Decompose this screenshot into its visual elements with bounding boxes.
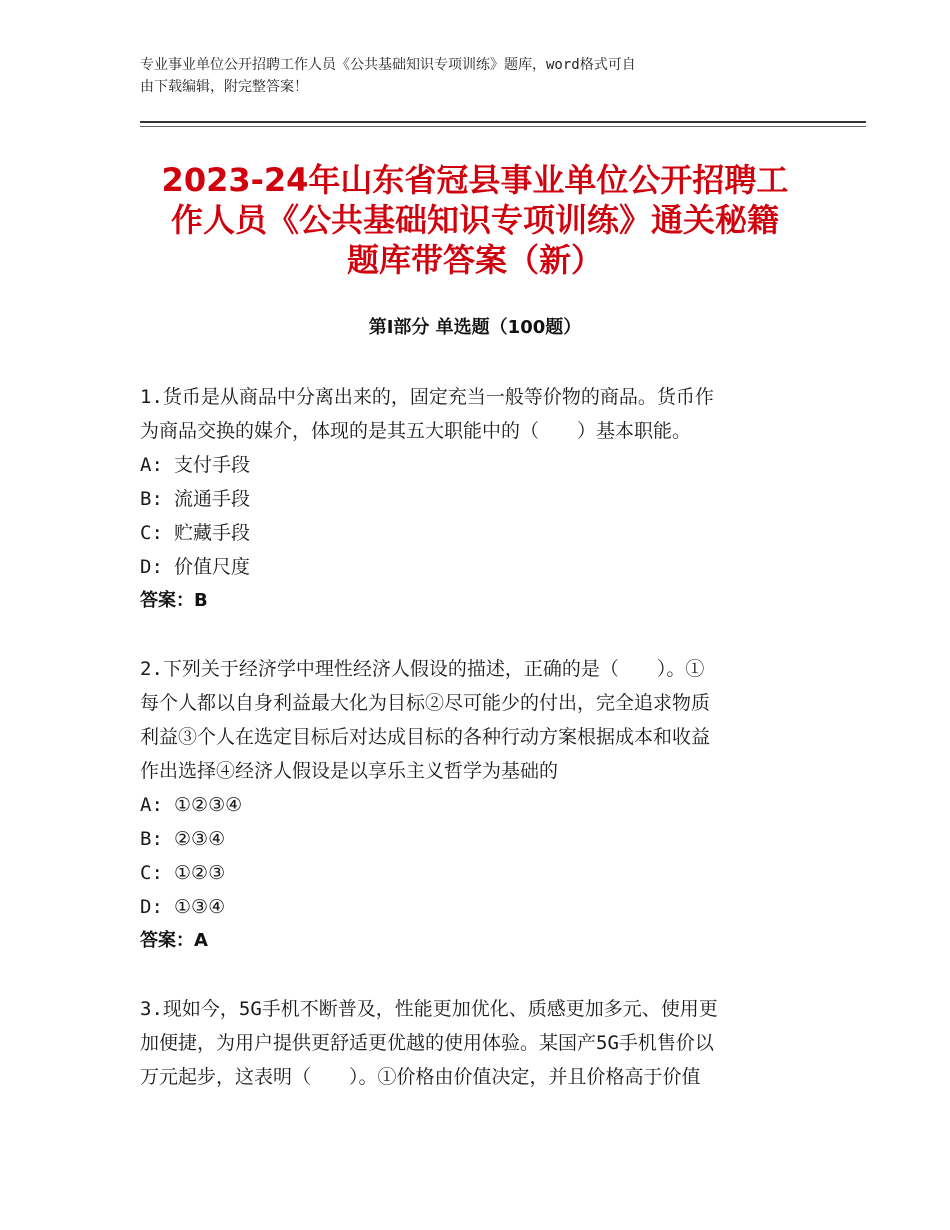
document-title-line: 题库带答案（新） <box>346 241 603 279</box>
header-note-line: 由下载编辑，附完整答案！ <box>140 79 308 95</box>
option-b <box>140 822 805 856</box>
option-c <box>140 856 805 890</box>
answer-line: 答案：A <box>140 930 208 951</box>
option-text: ①②③ <box>174 862 226 884</box>
option-text: ①②③④ <box>174 794 243 816</box>
option-a <box>140 788 805 822</box>
option-text: ②③④ <box>174 828 226 850</box>
option-d <box>140 550 805 584</box>
option-letter: B: <box>140 828 163 850</box>
document-title-line: 作人员《公共基础知识专项训练》通关秘籍 <box>170 201 779 239</box>
answer-line: 答案：B <box>140 590 208 611</box>
question-list <box>140 380 805 1128</box>
option-text: 流通手段 <box>174 488 251 510</box>
option-a <box>140 448 805 482</box>
option-letter: A: <box>140 794 163 816</box>
option-letter: A: <box>140 454 163 476</box>
header-divider-thick <box>140 121 866 123</box>
question-stem <box>140 652 805 788</box>
option-letter: C: <box>140 522 163 544</box>
option-letter: D: <box>140 556 163 578</box>
document-title <box>140 160 810 280</box>
option-text: 贮藏手段 <box>174 522 251 544</box>
stem-line: 2.下列关于经济学中理性经济人假设的描述，正确的是（ ）。① <box>140 658 705 680</box>
option-c <box>140 516 805 550</box>
option-b <box>140 482 805 516</box>
stem-line: 3.现如今，5G手机不断普及，性能更加优化、质感更加多元、使用更 <box>140 998 718 1020</box>
option-d <box>140 890 805 924</box>
question-1 <box>140 380 805 618</box>
stem-line: 利益③个人在选定目标后对达成目标的各种行动方案根据成本和收益 <box>140 726 711 748</box>
stem-line: 为商品交换的媒介，体现的是其五大职能中的（ ）基本职能。 <box>140 420 692 442</box>
stem-line: 万元起步，这表明（ ）。①价格由价值决定，并且价格高于价值 <box>140 1066 701 1088</box>
option-letter: D: <box>140 896 163 918</box>
option-text: 价值尺度 <box>174 556 251 578</box>
document-title-line: 2023-24年山东省冠县事业单位公开招聘工 <box>161 161 789 199</box>
option-text: 支付手段 <box>174 454 251 476</box>
question-stem <box>140 992 805 1094</box>
stem-line: 加便捷，为用户提供更舒适更优越的使用体验。某国产5G手机售价以 <box>140 1032 714 1054</box>
option-letter: C: <box>140 862 163 884</box>
question-stem <box>140 380 805 448</box>
header-note <box>140 54 810 98</box>
stem-line: 1.货币是从商品中分离出来的，固定充当一般等价物的商品。货币作 <box>140 386 714 408</box>
option-text: ①③④ <box>174 896 226 918</box>
stem-line: 作出选择④经济人假设是以享乐主义哲学为基础的 <box>140 760 559 782</box>
header-divider-thin <box>140 126 866 127</box>
stem-line: 每个人都以自身利益最大化为目标②尽可能少的付出，完全追求物质 <box>140 692 711 714</box>
section-title: 第Ⅰ部分 单选题（100题） <box>368 317 582 338</box>
header-note-line: 专业事业单位公开招聘工作人员《公共基础知识专项训练》题库，word格式可自 <box>140 57 636 73</box>
question-2 <box>140 652 805 958</box>
option-letter: B: <box>140 488 163 510</box>
question-3 <box>140 992 805 1094</box>
